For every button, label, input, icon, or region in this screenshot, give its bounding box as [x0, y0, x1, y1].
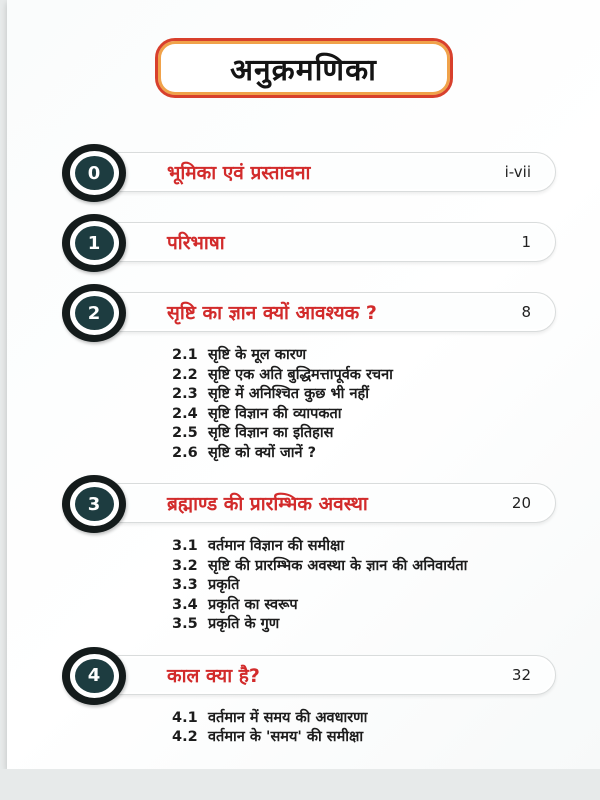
subitem-title: सृष्टि के मूल कारण [208, 347, 307, 363]
chapter-page-number: 20 [511, 494, 531, 512]
subitem-title: सृष्टि एक अति बुद्धिमत्तापूर्वक रचना [208, 366, 393, 383]
toc-subitem [172, 557, 558, 577]
toc-subitem [172, 615, 558, 635]
toc-chapter [62, 144, 558, 202]
toc-chapter [62, 284, 558, 463]
chapter-title: परिभाषा [167, 232, 225, 254]
chapter-page-number: 8 [521, 303, 531, 321]
toc-title-box [155, 38, 453, 98]
chapter-number-badge-ring [70, 151, 119, 195]
subitem-number: 3.1 [172, 538, 198, 554]
subitem-number: 3.4 [172, 596, 198, 613]
scan-edge-shade [0, 769, 600, 800]
chapter-pill [100, 152, 556, 192]
subitem-number: 2.1 [172, 347, 198, 363]
chapter-number-badge [62, 284, 126, 342]
subitem-number: 3.3 [172, 577, 198, 593]
chapter-page-number: 1 [521, 233, 531, 251]
toc-subitem [172, 366, 558, 386]
chapter-row [62, 475, 558, 533]
toc-list [62, 144, 558, 748]
subitem-title: प्रकृति का स्वरूप [208, 596, 298, 613]
chapter-number: 3 [75, 487, 114, 521]
toc-subitem [172, 424, 558, 444]
chapter-number-badge-ring [70, 221, 119, 265]
subitem-number: 2.5 [172, 425, 198, 441]
toc-chapter [62, 647, 558, 748]
subitem-number: 3.5 [172, 616, 198, 632]
subitem-title: सृष्टि में अनिश्चित कुछ भी नहीं [208, 386, 369, 402]
chapter-number-badge [62, 144, 126, 202]
subitem-number: 3.2 [172, 557, 198, 574]
toc-subitem [172, 346, 558, 366]
scanned-book-page [7, 0, 600, 769]
chapter-title: ब्रह्माण्ड की प्रारम्भिक अवस्था [167, 493, 368, 515]
subitem-title: सृष्टि विज्ञान का इतिहास [208, 425, 334, 441]
chapter-number-badge [62, 475, 126, 533]
chapter-row [62, 647, 558, 705]
chapter-number-badge-ring [70, 654, 119, 698]
subitem-title: वर्तमान में समय की अवधारणा [208, 709, 368, 726]
subitem-number: 4.2 [172, 729, 198, 745]
chapter-pill [100, 483, 556, 523]
toc-subitem [172, 596, 558, 616]
chapter-row [62, 144, 558, 202]
subitem-title: सृष्टि को क्यों जानें ? [208, 444, 317, 461]
chapter-number-badge [62, 647, 126, 705]
toc-subitem [172, 576, 558, 596]
chapter-pill [100, 655, 556, 695]
chapter-row [62, 284, 558, 342]
chapter-page-number: 32 [511, 665, 531, 684]
chapter-title: भूमिका एवं प्रस्तावना [167, 162, 311, 184]
subitem-number: 2.2 [172, 366, 198, 383]
toc-subitem [172, 709, 558, 729]
page-title: अनुक्रमणिका [230, 52, 377, 88]
subitem-title: वर्तमान के 'समय' की समीक्षा [208, 729, 364, 745]
chapter-subitems [172, 537, 558, 635]
subitem-number: 2.6 [172, 444, 198, 461]
subitem-title: सृष्टि की प्रारम्भिक अवस्था के ज्ञान की अनिवार्यता [208, 557, 468, 574]
chapter-pill [100, 292, 556, 332]
subitem-title: सृष्टि विज्ञान की व्यापकता [208, 405, 342, 422]
chapter-page-number: i-vii [504, 163, 531, 181]
subitem-number: 2.3 [172, 386, 198, 402]
chapter-number: 4 [75, 659, 114, 693]
chapter-subitems [172, 709, 558, 748]
toc-subitem [172, 728, 558, 748]
subitem-number: 2.4 [172, 405, 198, 422]
chapter-number: 0 [75, 156, 114, 190]
chapter-title: सृष्टि का ज्ञान क्यों आवश्यक ? [167, 302, 377, 324]
subitem-number: 4.1 [172, 709, 198, 726]
chapter-number-badge-ring [70, 291, 119, 335]
chapter-row [62, 214, 558, 272]
chapter-number-badge-ring [70, 482, 119, 526]
toc-subitem [172, 405, 558, 425]
subitem-title: प्रकृति के गुण [208, 616, 280, 632]
chapter-number-badge [62, 214, 126, 272]
toc-subitem [172, 385, 558, 405]
chapter-subitems [172, 346, 558, 463]
chapter-title: काल क्या है? [167, 664, 260, 687]
toc-chapter [62, 214, 558, 272]
toc-subitem [172, 444, 558, 464]
subitem-title: प्रकृति [208, 577, 240, 593]
chapter-number: 1 [75, 226, 114, 260]
subitem-title: वर्तमान विज्ञान की समीक्षा [208, 538, 345, 554]
chapter-pill [100, 222, 556, 262]
toc-chapter [62, 475, 558, 635]
chapter-number: 2 [75, 296, 114, 330]
toc-subitem [172, 537, 558, 557]
